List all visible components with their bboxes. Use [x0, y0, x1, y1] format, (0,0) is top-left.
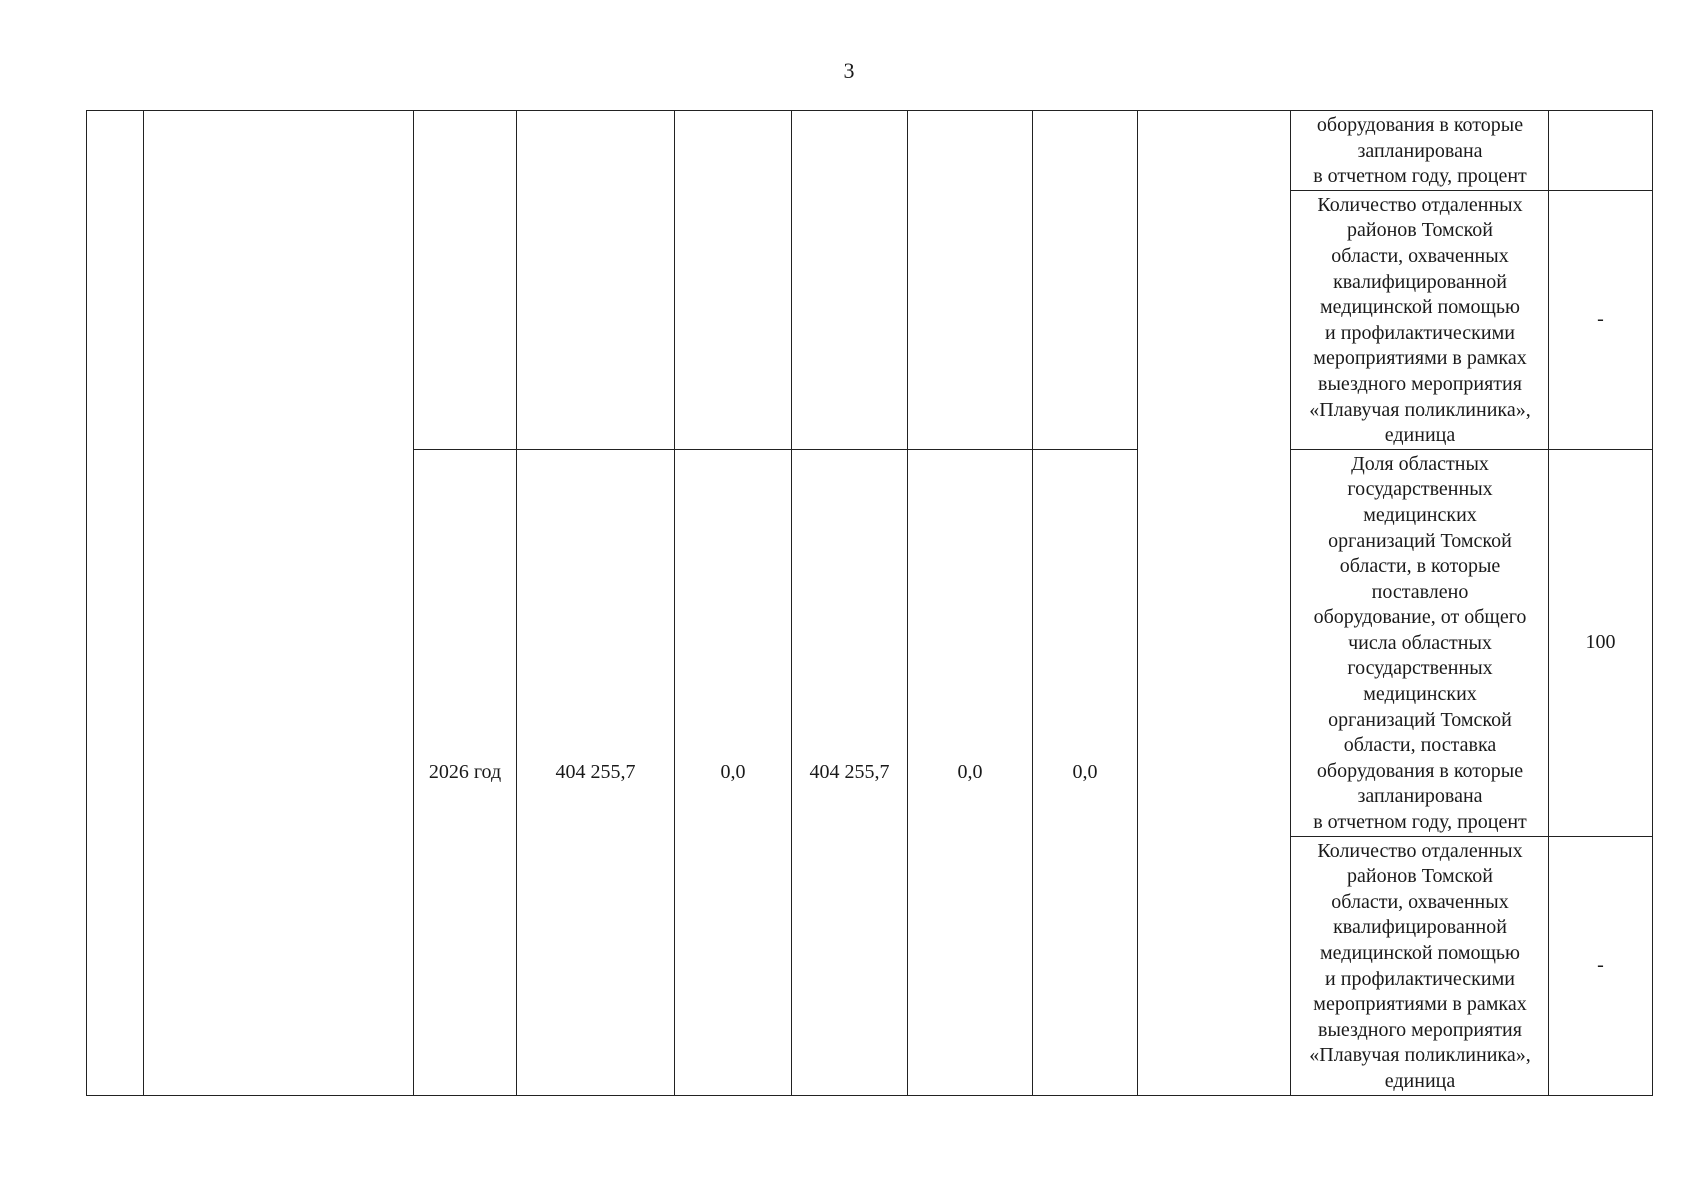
federal-budget-cell: [675, 111, 792, 450]
number-cell: [87, 111, 144, 1096]
total-cell: 404 255,7: [517, 449, 675, 1095]
indicator-value-cell: [1549, 111, 1653, 191]
year-cell: [414, 111, 517, 450]
task-name-cell: [144, 111, 414, 1096]
local-budget-cell: 0,0: [908, 449, 1033, 1095]
indicator-value-cell: -: [1549, 836, 1653, 1095]
total-cell: [517, 111, 675, 450]
page-number: 3: [843, 58, 855, 83]
year-cell: 2026 год: [414, 449, 517, 1095]
extrabudget-cell: [1033, 111, 1138, 450]
indicator-value-cell: -: [1549, 190, 1653, 449]
extrabudget-cell: 0,0: [1033, 449, 1138, 1095]
local-budget-cell: [908, 111, 1033, 450]
program-funding-table: [86, 110, 1653, 1096]
indicator-name-cell: Количество отдаленных районов Томской области, охваченных квалифицированной медицинской помощью и профилактическими мероприятиями в рамках выездного мероприятия «Плавучая поликлиника», единица: [1291, 190, 1549, 449]
table-row: [87, 111, 1653, 191]
indicator-name-cell: Количество отдаленных районов Томской области, охваченных квалифицированной медицинской помощью и профилактическими мероприятиями в рамках выездного мероприятия «Плавучая поликлиника», единица: [1291, 836, 1549, 1095]
federal-budget-cell: 0,0: [675, 449, 792, 1095]
indicator-name-cell: Доля областных государственных медицинских организаций Томской области, в которые поставлено оборудование, от общего числа областных государственных медицинских организаций Томской области, поставка оборудования в которые запланирована в отчетном году, процент: [1291, 449, 1549, 836]
regional-budget-cell: [792, 111, 908, 450]
indicator-value-cell: 100: [1549, 449, 1653, 836]
regional-budget-cell: 404 255,7: [792, 449, 908, 1095]
participant-cell: [1138, 111, 1291, 1096]
indicator-name-cell: оборудования в которые запланирована в отчетном году, процент: [1291, 111, 1549, 191]
